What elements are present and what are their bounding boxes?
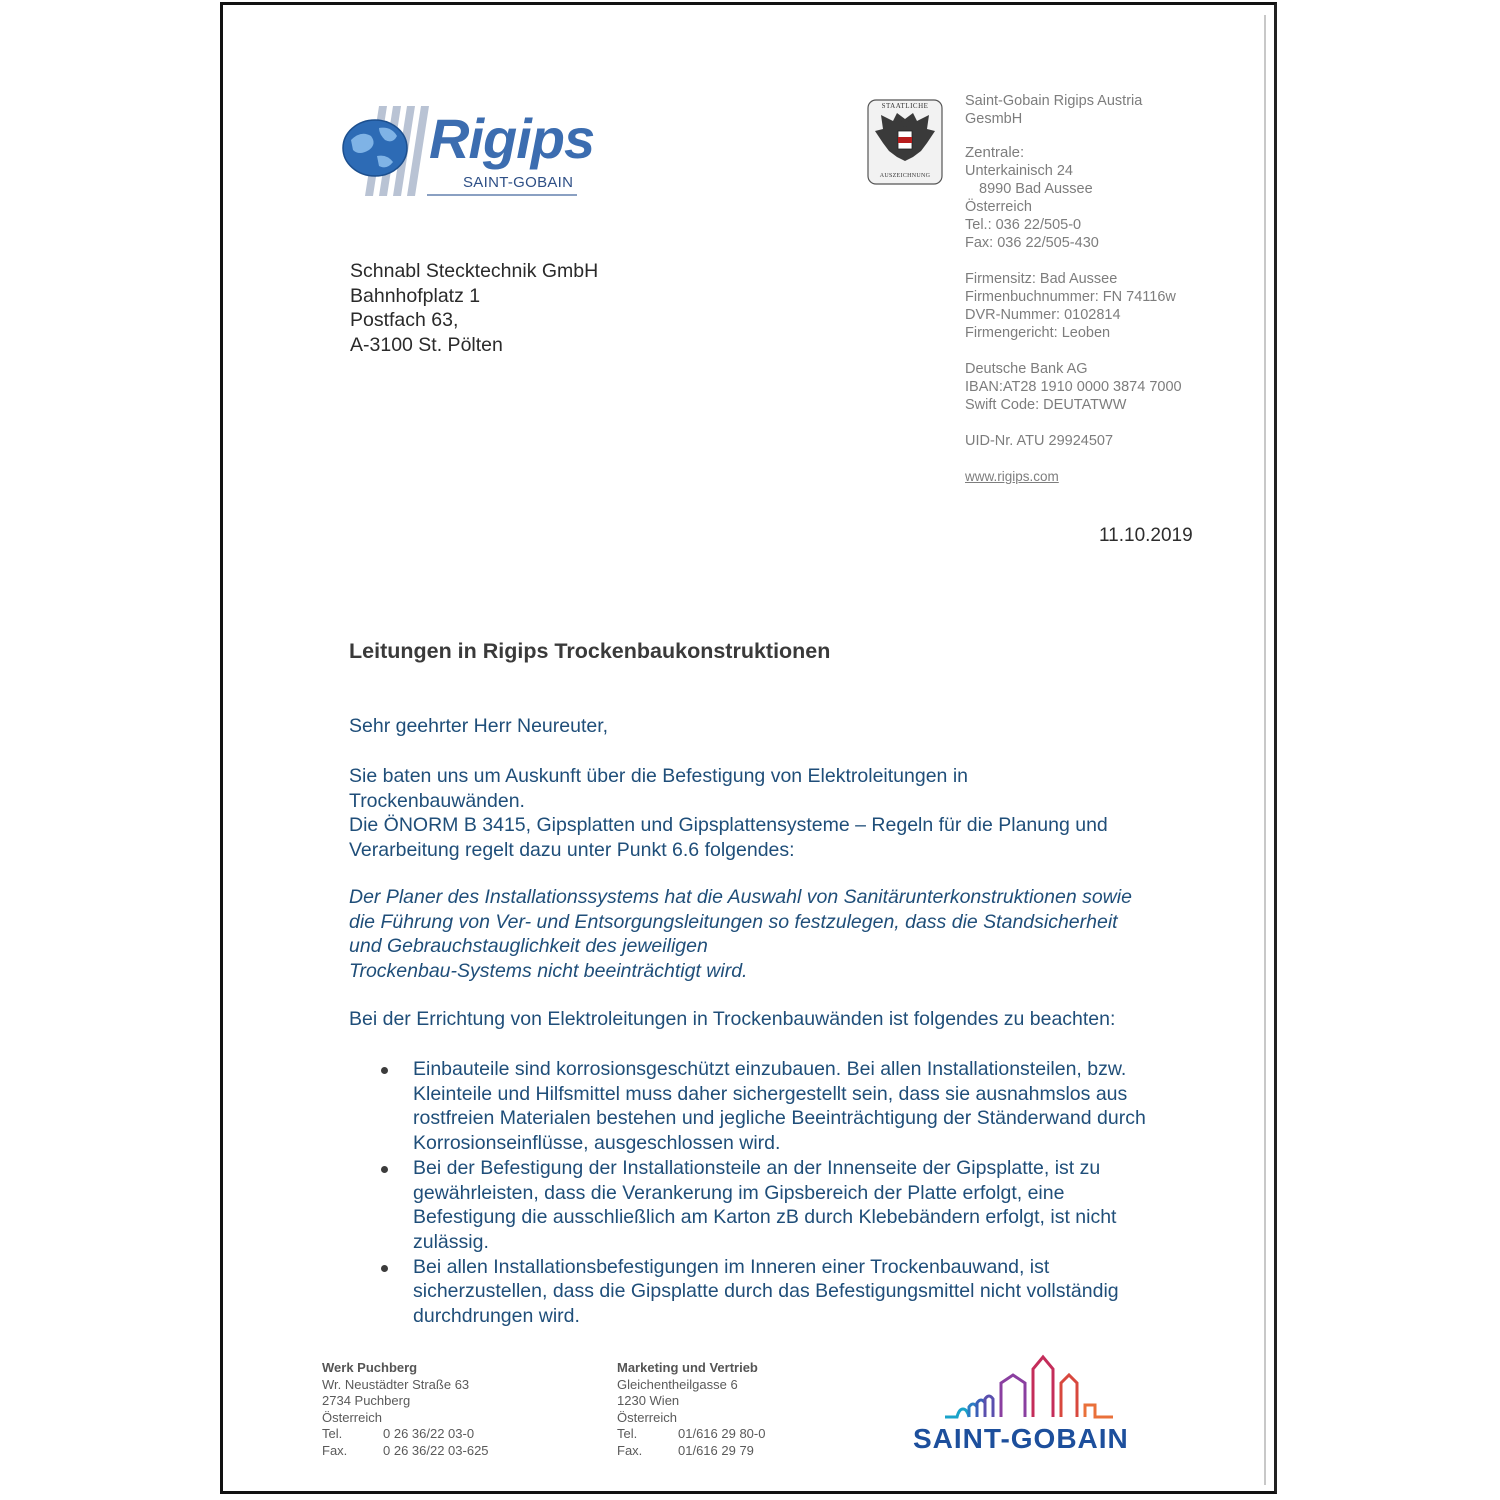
list-item — [349, 1255, 1219, 1329]
recipient-street: Bahnhofplatz 1 — [350, 284, 481, 307]
rigips-underline — [427, 194, 577, 196]
state-award-crest — [867, 99, 943, 185]
bank-name: Deutsche Bank AG — [965, 361, 1088, 377]
bullet-icon — [381, 1166, 388, 1173]
crest-top-text: STAATLICHE — [881, 102, 929, 110]
recipient-address — [350, 259, 598, 357]
text-line: Der Planer des Installationssystems hat die Auswahl von Sanitärunterkonstruktionen sowie — [349, 886, 1132, 908]
recipient-postbox: Postfach 63, — [350, 309, 459, 331]
footer-sales-country: Österreich — [617, 1409, 677, 1425]
footer-plant-fax: 0 26 36/22 03-625 — [383, 1442, 489, 1458]
text-line: rostfreien Materialen bestehen und jegliche Beeinträchtigung der Ständerwand durch — [413, 1107, 1146, 1130]
crest-bottom-text: AUSZEICHNUNG — [879, 173, 931, 179]
company-city: 8990 Bad Aussee — [979, 181, 1093, 197]
text-line: die Führung von Ver- und Entsorgungsleitungen so festzulegen, dass die Standsicherheit — [349, 910, 1118, 933]
rigips-wordmark: Rigips — [429, 107, 595, 170]
text-line: Trockenbau-Systems nicht beeinträchtigt wird. — [349, 960, 748, 983]
footer-plant-country: Österreich — [322, 1409, 382, 1425]
footer-plant-address — [322, 1360, 489, 1459]
website-link[interactable]: www.rigips.com — [965, 469, 1059, 484]
saint-gobain-logo — [913, 1353, 1153, 1463]
footer-sales-title: Marketing und Vertrieb — [617, 1360, 758, 1375]
text-line: zulässig. — [413, 1230, 489, 1253]
page-edge-shadow — [1264, 15, 1266, 1485]
company-tel: Tel.: 036 22/505-0 — [965, 217, 1082, 233]
intro-paragraph — [349, 764, 1209, 863]
vat-id: UID-Nr. ATU 29924507 — [965, 433, 1114, 449]
letter-page — [220, 2, 1277, 1494]
text-line: und Gebrauchstauglichkeit des jeweiligen — [349, 935, 708, 958]
text-line: Korrosionseinflüsse, ausgeschlossen wird. — [413, 1132, 781, 1155]
company-register-number: Firmenbuchnummer: FN 74116w — [965, 289, 1176, 305]
footer-plant-tel: 0 26 36/22 03-0 — [383, 1426, 475, 1441]
company-court: Firmengericht: Leoben — [965, 325, 1111, 341]
bank-swift: Swift Code: DEUTATWW — [965, 397, 1127, 413]
text-line: sicherzustellen, dass die Gipsplatte durch das Befestigungsmittel nicht vollständig — [413, 1280, 1119, 1303]
company-name-suffix: GesmbH — [965, 111, 1023, 127]
footer-plant-fax-label: Fax. — [322, 1442, 348, 1458]
recipient-company: Schnabl Stecktechnik GmbH — [350, 260, 599, 282]
text-line: Befestigung die ausschließlich am Karton zB durch Klebebändern erfolgt, ist nicht — [413, 1206, 1117, 1229]
text-line: Trockenbauwänden. — [349, 789, 525, 812]
footer-plant-city: 2734 Puchberg — [322, 1393, 411, 1408]
footer-sales-city: 1230 Wien — [617, 1393, 680, 1408]
company-seat: Firmensitz: Bad Aussee — [965, 271, 1118, 287]
company-name: Saint-Gobain Rigips Austria — [965, 93, 1143, 109]
text-line: Bei allen Installationsbefestigungen im Inneren einer Trockenbauwand, ist — [413, 1255, 1050, 1278]
footer-sales-tel: 01/616 29 80-0 — [678, 1426, 766, 1441]
text-line: Die ÖNORM B 3415, Gipsplatten und Gipsplattensysteme – Regeln für die Planung und — [349, 814, 1108, 837]
company-country: Österreich — [965, 199, 1032, 215]
bullet-icon — [381, 1265, 388, 1272]
letter-date: 11.10.2019 — [1099, 525, 1193, 546]
company-dvr-number: DVR-Nummer: 0102814 — [965, 307, 1121, 323]
salutation: Sehr geehrter Herr Neureuter, — [349, 715, 609, 737]
skyline-icon — [943, 1353, 1123, 1423]
saint-gobain-wordmark: SAINT-GOBAIN — [913, 1423, 1129, 1454]
requirements-list — [349, 1057, 1219, 1329]
letter-subject: Leitungen in Rigips Trockenbaukonstruktionen — [349, 639, 831, 663]
recipient-city: A-3100 St. Pölten — [350, 333, 503, 356]
footer-plant-street: Wr. Neustädter Straße 63 — [322, 1376, 470, 1392]
bullet-icon — [381, 1067, 388, 1074]
text-line: gewährleisten, dass die Verankerung im Gipsbereich der Platte erfolgt, eine — [413, 1181, 1065, 1204]
rigips-subbrand: SAINT-GOBAIN — [463, 174, 574, 191]
text-line: durchdrungen wird. — [413, 1305, 580, 1328]
rigips-logo — [341, 100, 595, 200]
text-line: Verarbeitung regelt dazu unter Punkt 6.6 folgendes: — [349, 839, 795, 862]
footer-sales-street: Gleichentheilgasse 6 — [617, 1376, 738, 1392]
bank-iban: IBAN:AT28 1910 0000 3874 7000 — [965, 379, 1182, 395]
requirements-intro: Bei der Errichtung von Elektroleitungen in Trockenbauwänden ist folgendes zu beachten: — [349, 1008, 1116, 1030]
text-line: Einbauteile sind korrosionsgeschützt einzubauen. Bei allen Installationsteilen, bzw. — [413, 1058, 1127, 1080]
company-street: Unterkainisch 24 — [965, 163, 1073, 179]
footer-sales-tel-label: Tel. — [617, 1426, 638, 1441]
text-line: Bei der Befestigung der Installationsteile an der Innenseite der Gipsplatte, ist zu — [413, 1156, 1101, 1179]
text-line: Kleinteile und Hilfsmittel muss daher sichergestellt sein, dass sie ausnahmslos aus — [413, 1082, 1128, 1105]
norm-quote — [349, 885, 1219, 984]
text-line: Sie baten uns um Auskunft über die Befestigung von Elektroleitungen in — [349, 765, 968, 787]
globe-icon — [341, 104, 441, 200]
footer-plant-title: Werk Puchberg — [322, 1360, 418, 1375]
company-fax: Fax: 036 22/505-430 — [965, 235, 1099, 251]
list-item — [349, 1057, 1219, 1156]
list-item — [349, 1156, 1219, 1255]
footer-sales-address — [617, 1360, 765, 1459]
footer-sales-fax-label: Fax. — [617, 1442, 643, 1458]
footer-plant-tel-label: Tel. — [322, 1426, 343, 1441]
footer-sales-fax: 01/616 29 79 — [678, 1442, 754, 1458]
company-info-block — [965, 92, 1182, 486]
zentrale-label: Zentrale: — [965, 144, 1025, 161]
